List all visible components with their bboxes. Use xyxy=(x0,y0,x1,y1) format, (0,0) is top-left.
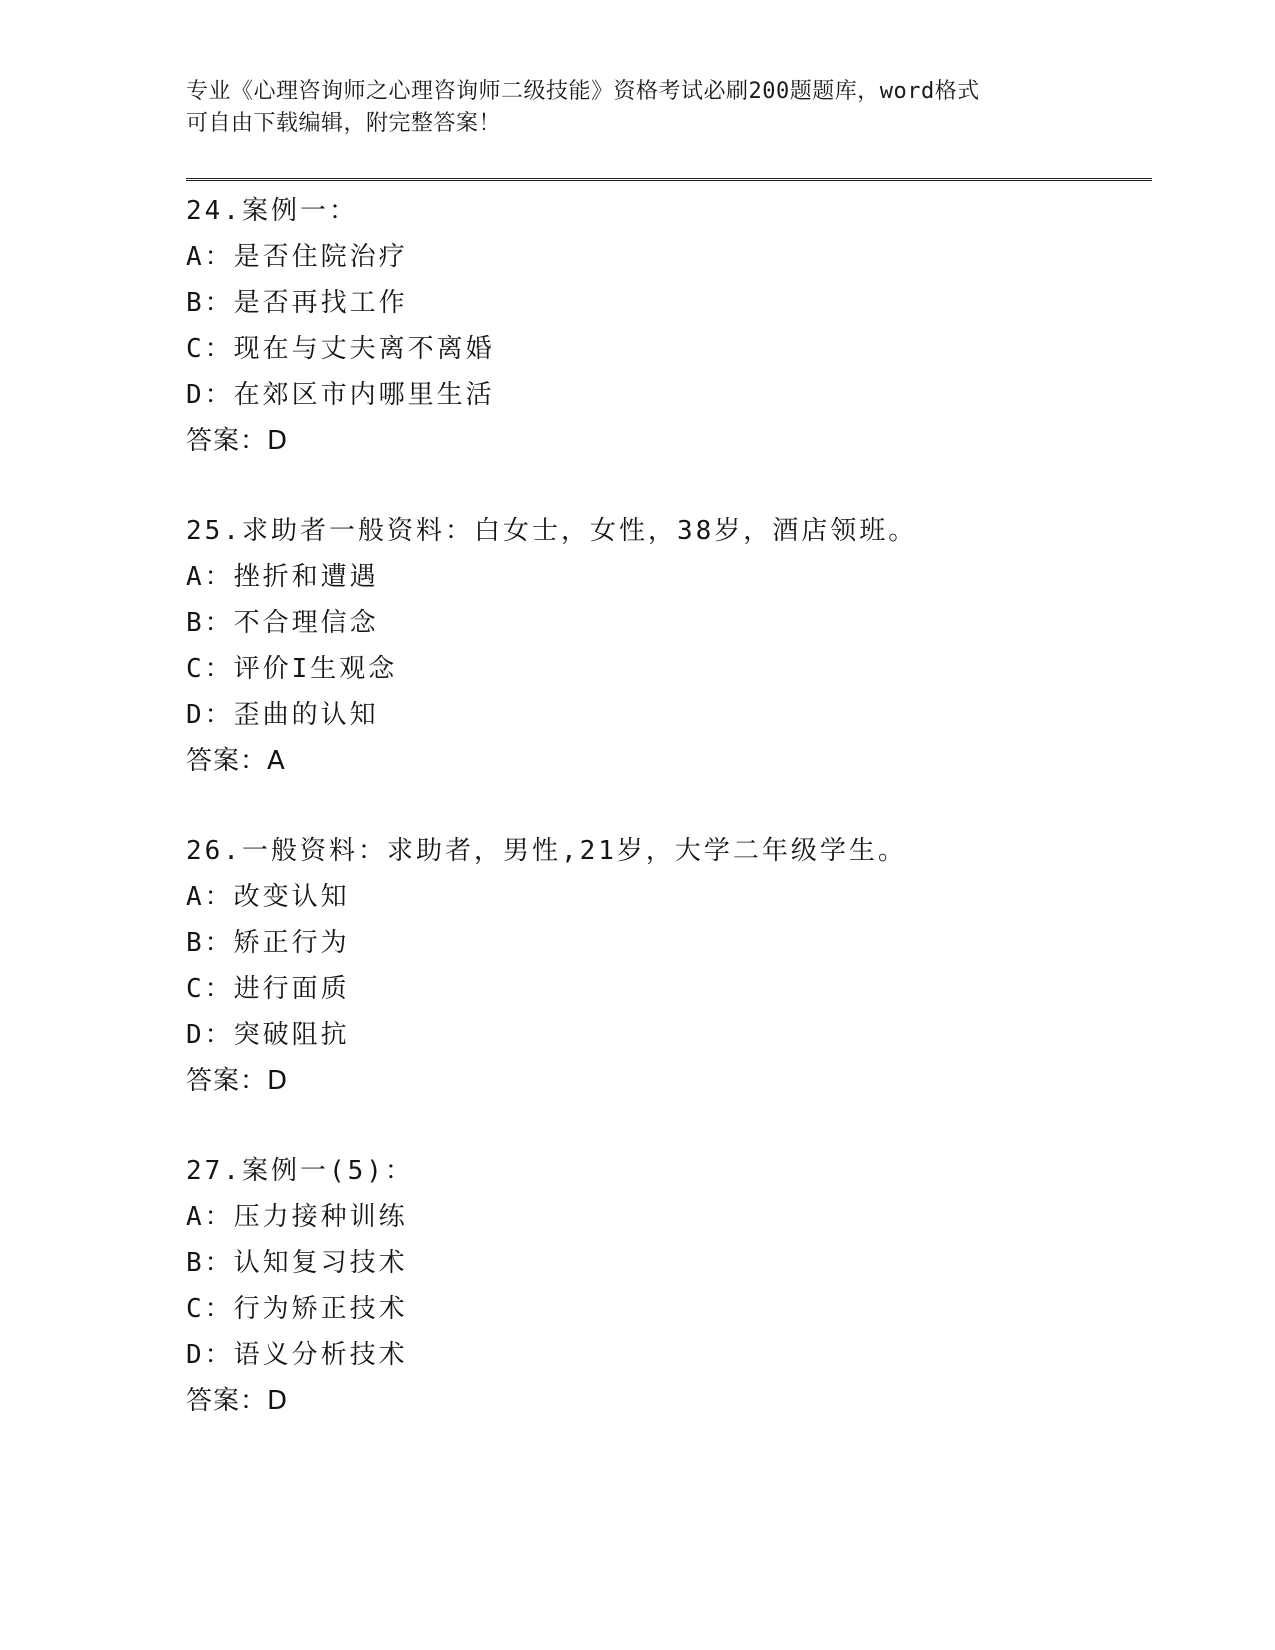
answer-line: 答案：D xyxy=(186,1386,289,1416)
option-b: B：是否再找工作 xyxy=(186,288,408,318)
question-25 xyxy=(186,508,1146,784)
header-line-1: 专业《心理咨询师之心理咨询师二级技能》资格考试必刷200题题库，word格式 xyxy=(186,79,980,104)
option-c: C：现在与丈夫离不离婚 xyxy=(186,334,495,364)
option-a: A：改变认知 xyxy=(186,882,350,912)
question-list xyxy=(186,188,1146,1468)
question-26 xyxy=(186,828,1146,1104)
option-a: A：挫折和遭遇 xyxy=(186,562,379,592)
option-d: D：歪曲的认知 xyxy=(186,700,379,730)
answer-line: 答案：A xyxy=(186,746,286,776)
option-c: C：进行面质 xyxy=(186,974,350,1004)
question-stem: 27.案例一(5)： xyxy=(186,1156,414,1186)
question-stem: 25.求助者一般资料：白女士，女性，38岁，酒店领班。 xyxy=(186,516,918,546)
option-c: C：行为矫正技术 xyxy=(186,1294,408,1324)
answer-line: 答案：D xyxy=(186,426,289,456)
option-b: B：认知复习技术 xyxy=(186,1248,408,1278)
option-b: B：矫正行为 xyxy=(186,928,350,958)
option-d: D：在郊区市内哪里生活 xyxy=(186,380,495,410)
header-divider xyxy=(186,178,1152,181)
option-a: A：压力接种训练 xyxy=(186,1202,408,1232)
question-stem: 26.一般资料：求助者，男性,21岁，大学二年级学生。 xyxy=(186,836,907,866)
option-d: D：语义分析技术 xyxy=(186,1340,408,1370)
question-27 xyxy=(186,1148,1146,1424)
option-b: B：不合理信念 xyxy=(186,608,379,638)
answer-line: 答案：D xyxy=(186,1066,289,1096)
option-c: C：评价I生观念 xyxy=(186,654,398,684)
page-header xyxy=(186,76,1066,140)
header-line-2: 可自由下载编辑，附完整答案！ xyxy=(186,111,502,136)
option-d: D：突破阻抗 xyxy=(186,1020,350,1050)
question-stem: 24.案例一： xyxy=(186,196,358,226)
option-a: A：是否住院治疗 xyxy=(186,242,408,272)
question-24 xyxy=(186,188,1146,464)
